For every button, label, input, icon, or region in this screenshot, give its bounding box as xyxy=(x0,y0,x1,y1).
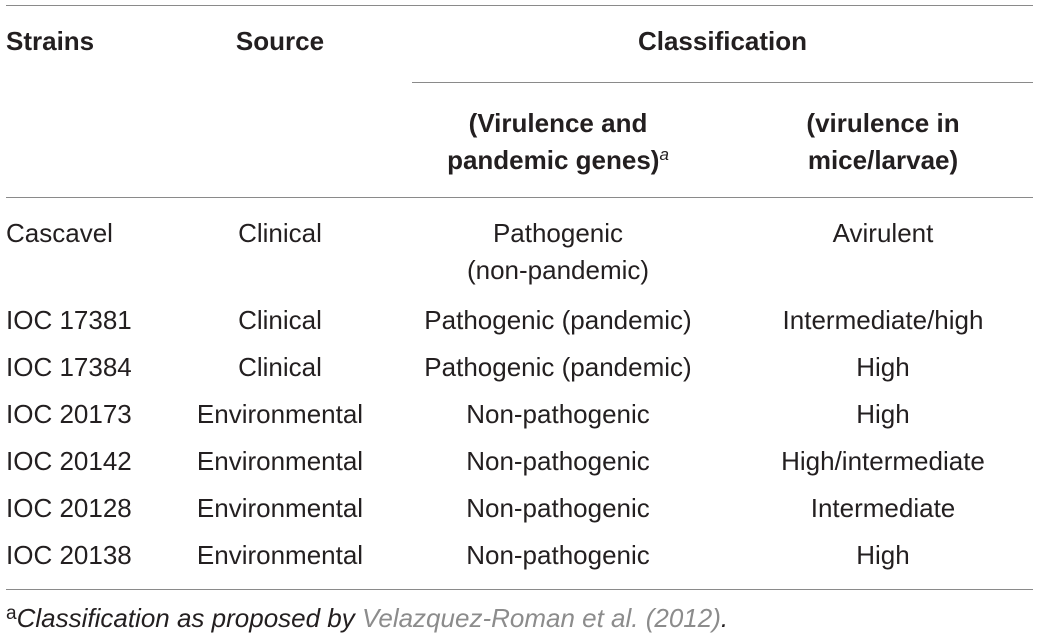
table-cell-source: Environmental xyxy=(196,540,364,570)
table-cell-genes: Pathogenic (pandemic) xyxy=(424,352,692,382)
table-cell-source: Clinical xyxy=(238,218,322,248)
table-cell-genes: Non-pathogenic xyxy=(466,446,650,476)
subheader-virulence-mice-line2: mice/larvae) xyxy=(807,145,959,175)
table-cell-mice: Avirulent xyxy=(832,218,934,248)
footnote-marker: a xyxy=(6,603,17,624)
subheader-virulence-genes-line1: (Virulence and xyxy=(468,108,648,138)
table-bottom-rule xyxy=(6,589,1033,590)
table-cell-strain: IOC 20128 xyxy=(6,493,132,523)
table-cell-strain: IOC 17384 xyxy=(6,352,132,382)
table-cell-source: Environmental xyxy=(196,493,364,523)
table-cell-source: Clinical xyxy=(238,305,322,335)
subheader-virulence-mice-line1: (virulence in xyxy=(806,108,960,138)
table-cell-mice: Intermediate/high xyxy=(782,305,984,335)
table-cell-genes xyxy=(405,215,711,289)
table-footnote xyxy=(6,600,728,637)
classification-rule xyxy=(412,82,1033,83)
table-cell-genes: Pathogenic (pandemic) xyxy=(424,305,692,335)
table-cell-source: Environmental xyxy=(196,399,364,429)
table-cell-genes: Non-pathogenic xyxy=(466,399,650,429)
citation-link[interactable]: Velazquez-Roman et al. (2012) xyxy=(361,603,721,633)
table-cell-strain: IOC 20142 xyxy=(6,446,132,476)
table-cell-strain: IOC 20173 xyxy=(6,399,132,429)
subheader-virulence-genes-line2: pandemic genes) xyxy=(447,145,660,175)
header-bottom-rule xyxy=(6,197,1033,198)
subheader-virulence-genes xyxy=(405,105,711,179)
footnote-marker-ref: a xyxy=(659,145,669,164)
table-cell-genes: Non-pathogenic xyxy=(466,493,650,523)
table-cell-source: Environmental xyxy=(196,446,364,476)
header-source: Source xyxy=(235,26,325,56)
footnote-text: Classification as proposed by xyxy=(16,603,362,633)
subheader-virulence-mice xyxy=(730,105,1036,179)
table-cell-mice: High xyxy=(856,352,910,382)
table-cell-genes-line1: Pathogenic xyxy=(492,218,624,248)
footnote-end: . xyxy=(720,603,729,633)
table-cell-genes: Non-pathogenic xyxy=(466,540,650,570)
header-strains: Strains xyxy=(6,26,95,56)
table-cell-genes-line2: (non-pandemic) xyxy=(466,255,650,285)
table-cell-strain: Cascavel xyxy=(6,218,113,248)
table-cell-strain: IOC 20138 xyxy=(6,540,132,570)
header-classification: Classification xyxy=(637,26,808,56)
table-cell-mice: Intermediate xyxy=(810,493,956,523)
table-cell-mice: High xyxy=(856,540,910,570)
table-cell-strain: IOC 17381 xyxy=(6,305,132,335)
table-cell-mice: High xyxy=(856,399,910,429)
table-top-rule xyxy=(6,5,1033,6)
table-cell-source: Clinical xyxy=(238,352,322,382)
table-cell-mice: High/intermediate xyxy=(781,446,985,476)
